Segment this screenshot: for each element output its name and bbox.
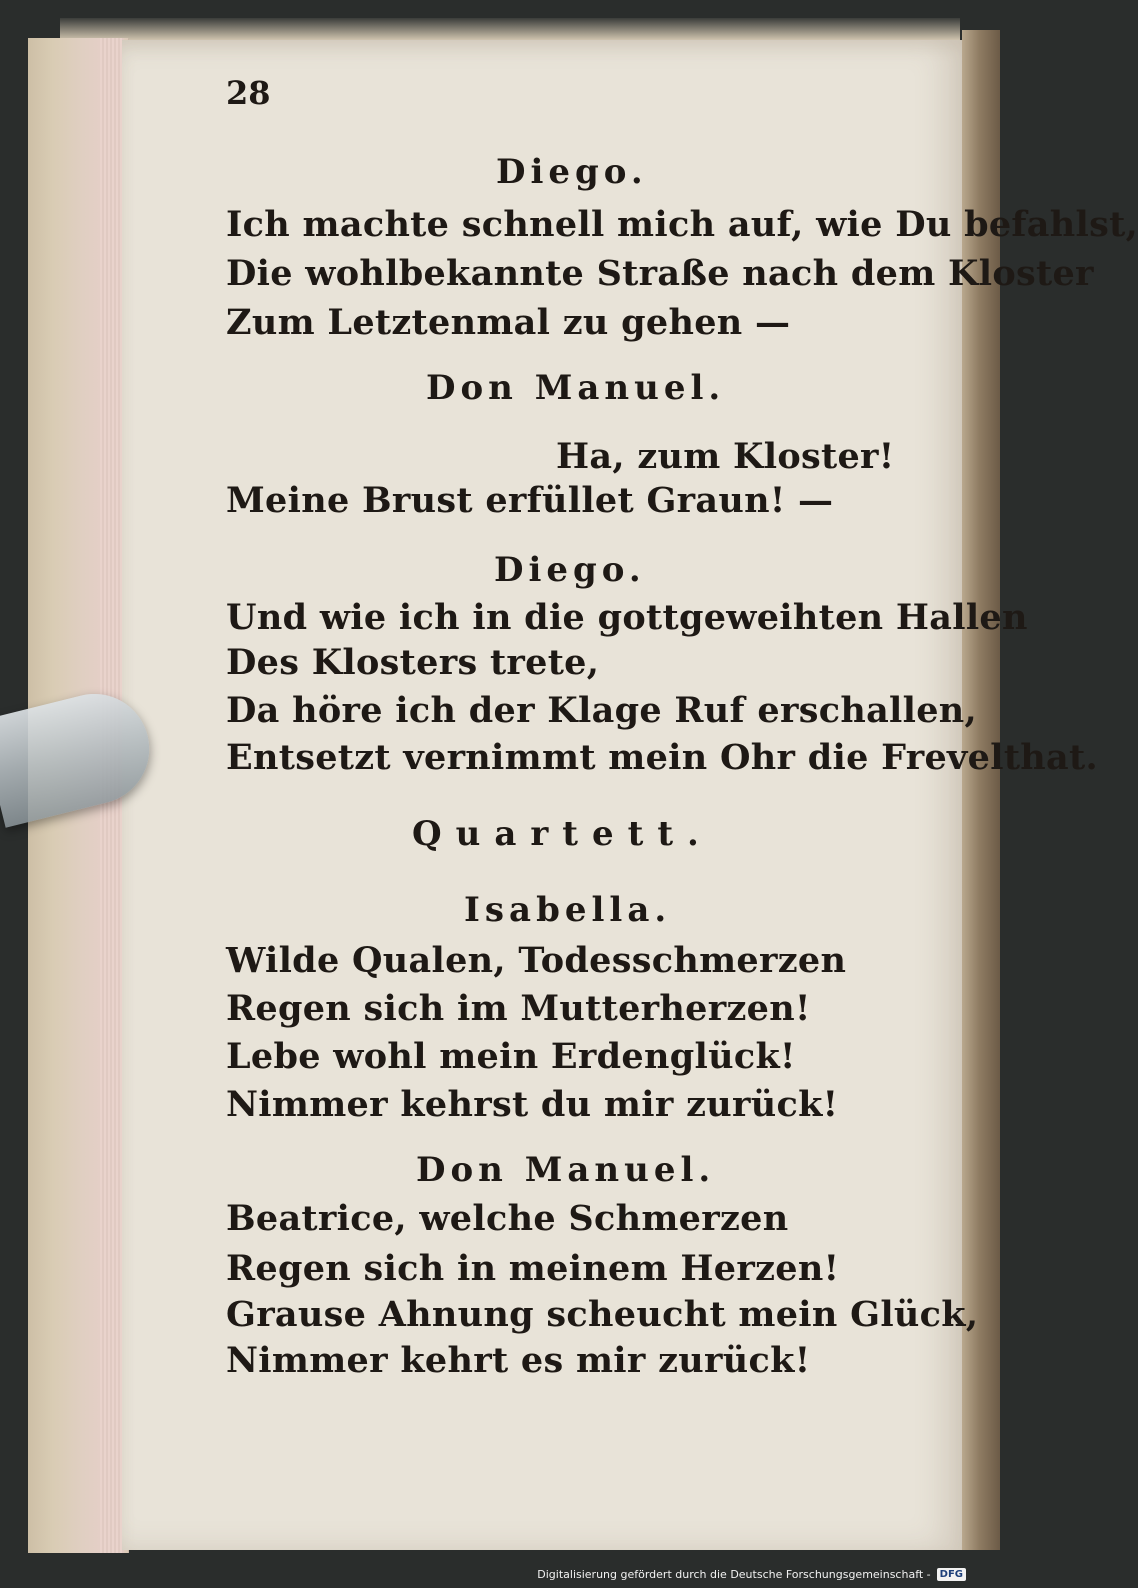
verse-line: Nimmer kehrt es mir zurück!	[226, 1340, 811, 1381]
section-heading-quartett: Quartett.	[412, 814, 713, 854]
verse-line: Ha, zum Kloster!	[556, 436, 895, 477]
verse-line: Meine Brust erfüllet Graun! —	[226, 480, 834, 521]
speaker-diego: Diego.	[494, 550, 646, 590]
dfg-logo: DFG	[937, 1568, 966, 1581]
verse-line: Nimmer kehrst du mir zurück!	[226, 1084, 839, 1125]
verse-line: Zum Letztenmal zu gehen —	[226, 302, 791, 343]
footer-credit-text: Digitalisierung gefördert durch die Deutsche Forschungsgemeinschaft -	[537, 1567, 931, 1581]
verse-line: Die wohlbekannte Straße nach dem Kloster	[226, 253, 1094, 294]
verse-line: Entsetzt vernimmt mein Ohr die Frevelthat.	[226, 737, 1098, 778]
verse-line: Grause Ahnung scheucht mein Glück,	[226, 1294, 979, 1335]
verse-line: Regen sich im Mutterherzen!	[226, 988, 811, 1029]
verse-line: Des Klosters trete,	[226, 642, 600, 683]
verse-line: Wilde Qualen, Todesschmerzen	[226, 940, 847, 981]
verse-line: Da höre ich der Klage Ruf erschallen,	[226, 690, 978, 731]
speaker-don-manuel: Don Manuel.	[426, 368, 726, 408]
speaker-diego: Diego.	[496, 152, 648, 192]
digitization-footer	[537, 1564, 966, 1584]
verse-line: Beatrice, welche Schmerzen	[226, 1198, 789, 1239]
speaker-isabella: Isabella.	[464, 890, 672, 930]
verse-line: Lebe wohl mein Erdenglück!	[226, 1036, 796, 1077]
verse-line: Und wie ich in die gottgeweihten Hallen	[226, 597, 1028, 638]
speaker-don-manuel: Don Manuel.	[416, 1150, 716, 1190]
verse-line: Regen sich in meinem Herzen!	[226, 1248, 840, 1289]
verse-line: Ich machte schnell mich auf, wie Du befahlst,	[226, 204, 1138, 245]
page-number: 28	[226, 74, 271, 112]
